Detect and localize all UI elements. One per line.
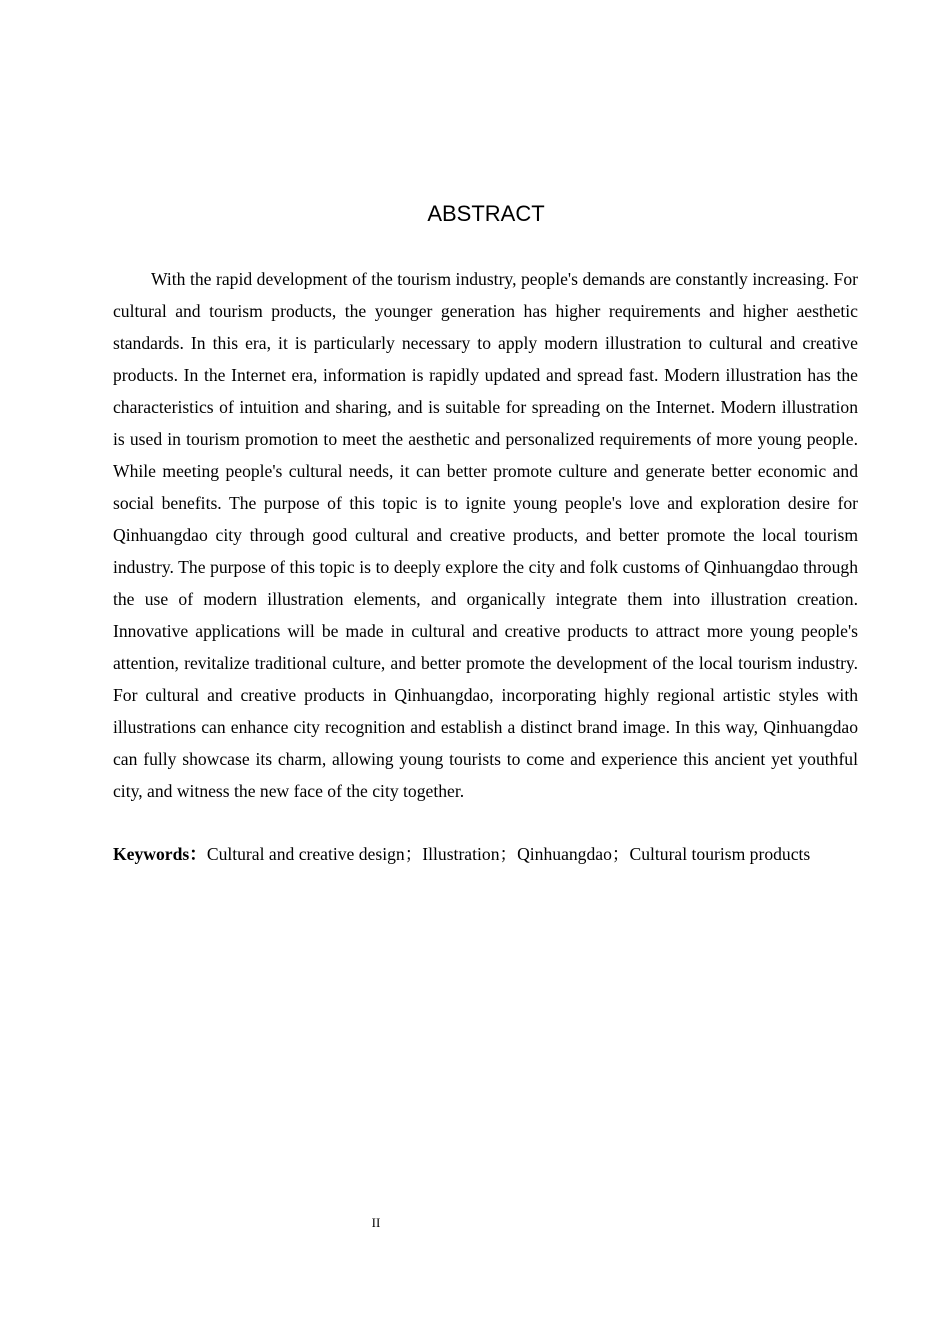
keywords-label: Keywords： <box>113 844 207 864</box>
abstract-title: ABSTRACT <box>427 201 545 226</box>
keywords-list: Cultural and creative design；Illustration；Qinhuangdao；Cultural tourism products <box>206 844 811 864</box>
abstract-body: With the rapid development of the tourism industry, people's demands are constantly increasing. For cultural and tourism products, the younger generation has higher requirements and higher aesthetic standards. In this era, it is particularly necessary to apply modern illustration to cultural and creative products. In the Internet era, information is rapidly updated and spread fast. Modern illustration has the characteristics of intuition and sharing, and is suitable for spreading on the Internet. Modern illustration is used in tourism promotion to meet the aesthetic and personalized requirements of more young people. While meeting people's cultural needs, it can better promote culture and generate better economic and social benefits. The purpose of this topic is to ignite young people's love and exploration desire for Qinhuangdao city through good cultural and creative products, and better promote the local tourism industry. The purpose of this topic is to deeply explore the city and folk customs of Qinhuangdao through the use of modern illustration elements, and organically integrate them into illustration creation. Innovative applications will be made in cultural and creative products to attract more young people's attention, revitalize traditional culture, and better promote the development of the local tourism industry. For cultural and creative products in Qinhuangdao, incorporating highly regional artistic styles with illustrations can enhance city recognition and establish a distinct brand image. In this way, Qinhuangdao can fully showcase its charm, allowing young tourists to come and experience this ancient yet youthful city, and witness the new face of the city together. <box>113 269 858 801</box>
page-number: II <box>371 1215 381 1230</box>
keywords-line <box>113 838 813 870</box>
